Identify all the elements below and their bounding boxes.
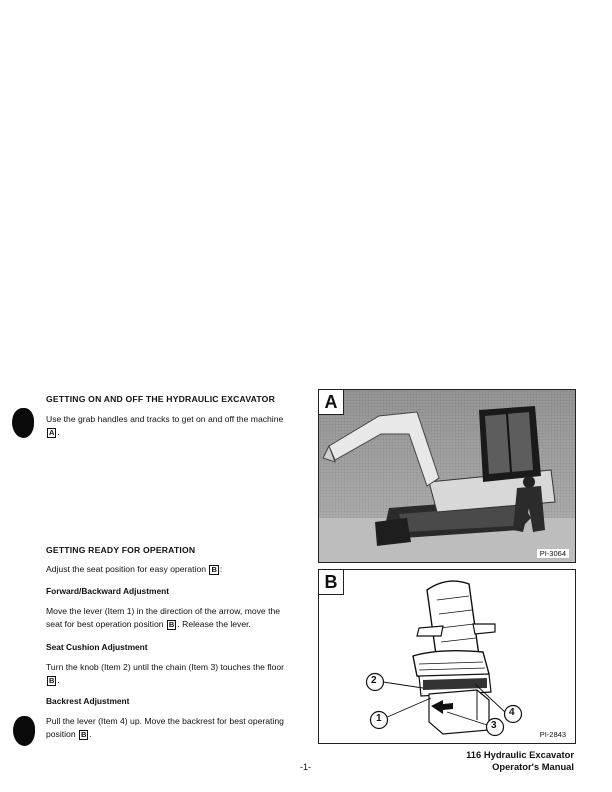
manual-title-line1: 116 Hydraulic Excavator (466, 749, 574, 760)
figure-a-label: A (319, 390, 344, 415)
figure-b-label: B (319, 570, 344, 595)
figure-b (318, 569, 576, 744)
seat-cushion-paragraph: Turn the knob (Item 2) until the chain (Item 3) touches the floor B . (46, 662, 285, 685)
figure-b-code: PI-2843 (537, 730, 569, 739)
callout-4-label: 4 (509, 707, 515, 718)
getting-on-off-text: Use the grab handles and tracks to get on and off the machine (46, 414, 284, 424)
backrest-line1: Pull the lever (Item 4) up. Move the backrest for best operating (46, 716, 284, 726)
getting-ready-intro: Adjust the seat position for easy operation B : (46, 564, 223, 574)
heading-getting-ready: GETTING READY FOR OPERATION (46, 545, 196, 555)
backrest-paragraph: Pull the lever (Item 4) up. Move the backrest for best operating position B . (46, 716, 284, 739)
callout-3-label: 3 (491, 720, 497, 731)
manual-title-line2: Operator's Manual (492, 761, 574, 772)
backrest-line2: position (46, 729, 76, 739)
callout-1-label: 1 (376, 713, 382, 724)
forward-backward-line1: Move the lever (Item 1) in the direction of the arrow, move the (46, 606, 281, 616)
heading-getting-on-off: GETTING ON AND OFF THE HYDRAULIC EXCAVATOR (46, 394, 275, 404)
seat-cushion-line1: Turn the knob (Item 2) until the chain (Item 3) touches the floor (46, 662, 285, 672)
figure-a (318, 389, 576, 563)
binder-hole-top (12, 408, 34, 438)
getting-on-off-paragraph: Use the grab handles and tracks to get on and off the machine A . (46, 414, 284, 437)
callout-2-label: 2 (371, 675, 377, 686)
seat-diagram (319, 570, 575, 743)
excavator-photo (319, 390, 575, 562)
getting-ready-intro-text: Adjust the seat position for easy operation (46, 564, 207, 574)
subheading-seat-cushion: Seat Cushion Adjustment (46, 642, 148, 652)
figure-ref-b-cushion: B (49, 676, 55, 685)
figure-ref-b-backrest: B (81, 730, 87, 739)
subheading-forward-backward: Forward/Backward Adjustment (46, 586, 170, 596)
forward-backward-paragraph (46, 605, 308, 631)
figure-ref-b-intro: B (211, 565, 217, 574)
figure-ref-a: A (49, 428, 55, 437)
manual-title (466, 749, 574, 773)
figure-a-code: PI-3064 (537, 549, 569, 558)
subheading-backrest: Backrest Adjustment (46, 696, 130, 706)
page-number: -1- (300, 762, 311, 772)
forward-backward-line2-end: . Release the lever. (177, 619, 251, 629)
forward-backward-line2: seat for best operation position (46, 619, 164, 629)
binder-hole-bottom (13, 716, 35, 746)
figure-ref-b-forward: B (168, 620, 175, 629)
